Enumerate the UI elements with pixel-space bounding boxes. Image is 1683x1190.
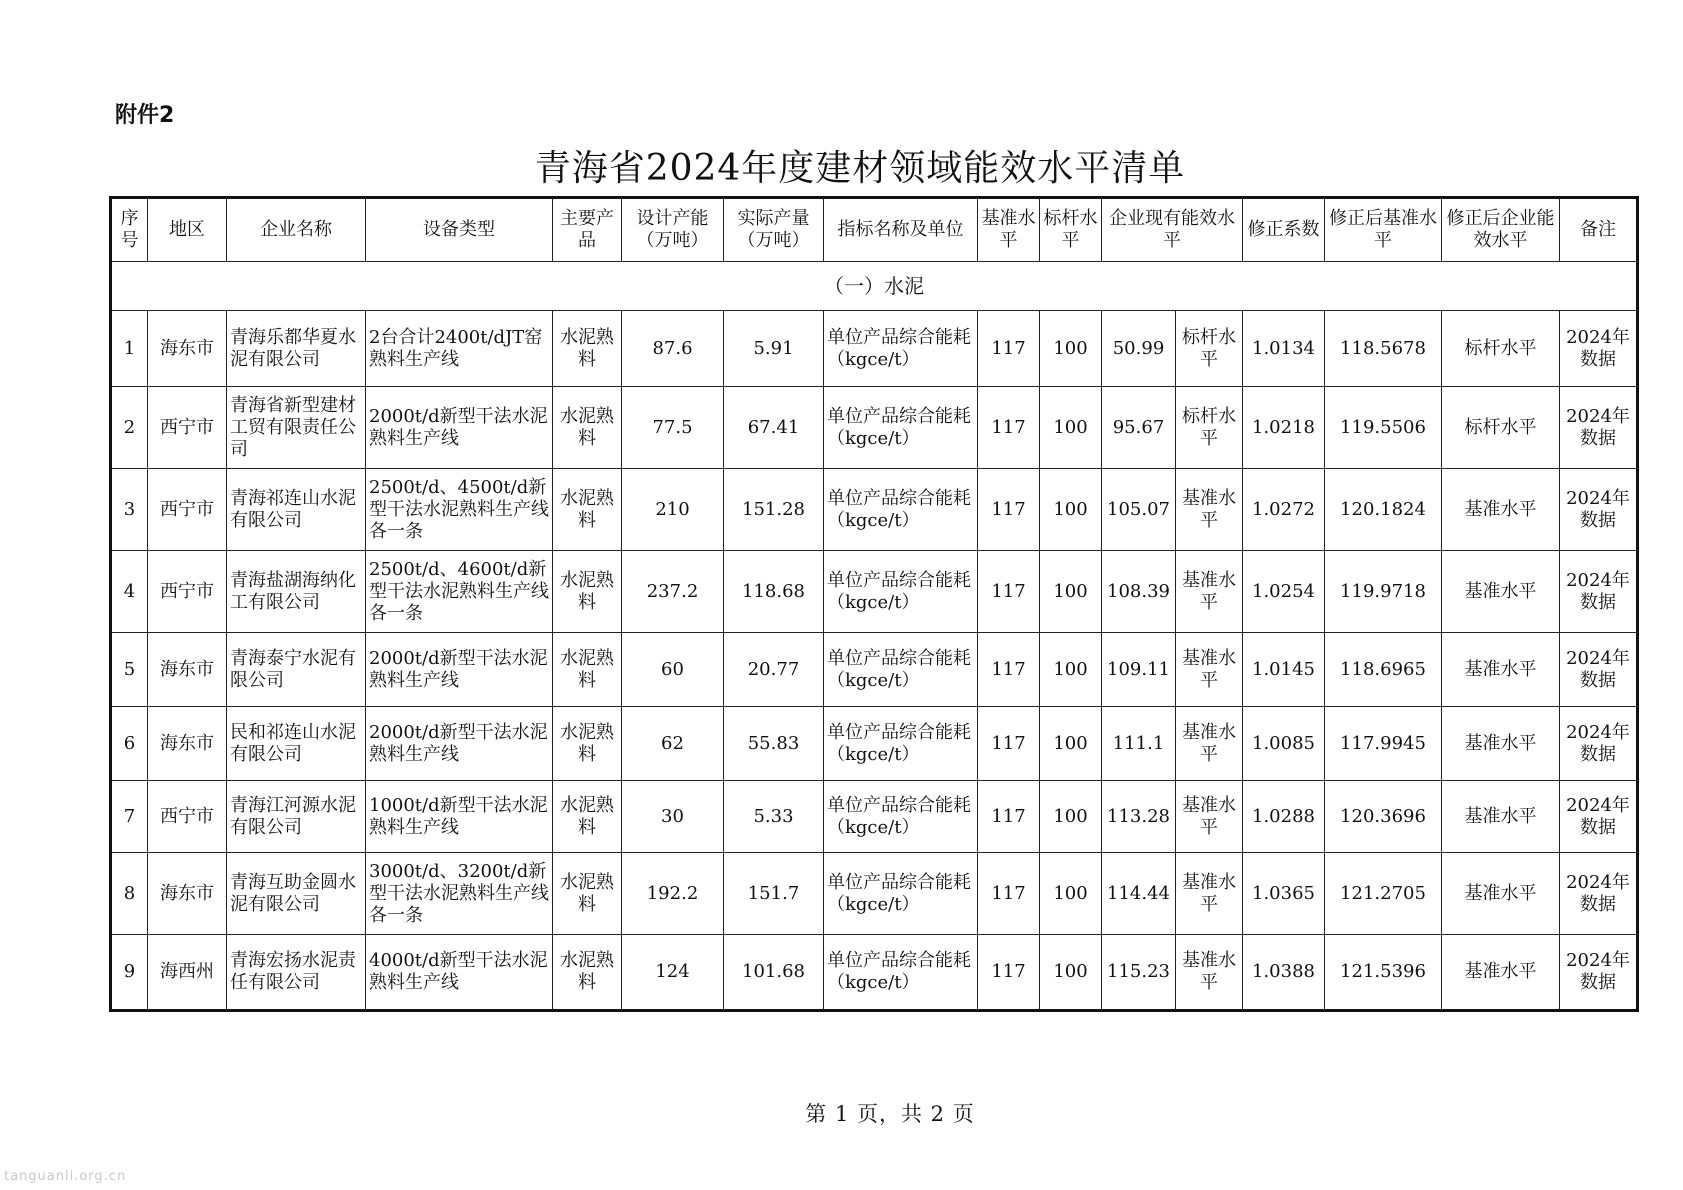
row-company: 青海乐都华夏水泥有限公司 (227, 311, 366, 387)
row-actual-output: 151.7 (724, 853, 824, 935)
row-baseline: 117 (978, 551, 1040, 633)
row-corrected-level: 基准水平 (1442, 853, 1560, 935)
row-baseline: 117 (978, 633, 1040, 707)
row-region: 西宁市 (148, 469, 227, 551)
row-design-capacity: 87.6 (622, 311, 724, 387)
table-row (111, 469, 1638, 551)
col-header-baseline: 基准水平 (978, 198, 1040, 262)
row-design-capacity: 62 (622, 707, 724, 781)
row-design-capacity: 124 (622, 935, 724, 1011)
row-coefficient: 1.0288 (1243, 781, 1325, 853)
row-actual-output: 5.33 (724, 781, 824, 853)
table-row (111, 633, 1638, 707)
row-no: 2 (111, 387, 148, 469)
row-corrected-baseline: 117.9945 (1325, 707, 1442, 781)
row-equipment: 2000t/d新型干法水泥熟料生产线 (366, 707, 553, 781)
row-efficiency-value: 114.44 (1102, 853, 1176, 935)
row-product: 水泥熟料 (553, 853, 622, 935)
row-company: 民和祁连山水泥有限公司 (227, 707, 366, 781)
row-equipment: 2000t/d新型干法水泥熟料生产线 (366, 633, 553, 707)
row-equipment: 3000t/d、3200t/d新型干法水泥熟料生产线各一条 (366, 853, 553, 935)
row-coefficient: 1.0134 (1243, 311, 1325, 387)
row-company: 青海省新型建材工贸有限责任公司 (227, 387, 366, 469)
row-product: 水泥熟料 (553, 935, 622, 1011)
row-company: 青海祁连山水泥有限公司 (227, 469, 366, 551)
row-baseline: 117 (978, 935, 1040, 1011)
col-header-region: 地区 (148, 198, 227, 262)
col-header-company: 企业名称 (227, 198, 366, 262)
row-indicator: 单位产品综合能耗（kgce/t） (824, 707, 978, 781)
row-efficiency-level: 标杆水平 (1176, 387, 1243, 469)
row-region: 西宁市 (148, 551, 227, 633)
col-header-corrected-baseline: 修正后基准水平 (1325, 198, 1442, 262)
row-equipment: 2500t/d、4600t/d新型干法水泥熟料生产线各一条 (366, 551, 553, 633)
row-product: 水泥熟料 (553, 551, 622, 633)
row-efficiency-value: 108.39 (1102, 551, 1176, 633)
row-note: 2024年数据 (1560, 853, 1638, 935)
row-equipment: 4000t/d新型干法水泥熟料生产线 (366, 935, 553, 1011)
row-efficiency-value: 105.07 (1102, 469, 1176, 551)
row-equipment: 2000t/d新型干法水泥熟料生产线 (366, 387, 553, 469)
row-product: 水泥熟料 (553, 707, 622, 781)
row-benchmark: 100 (1040, 935, 1102, 1011)
col-header-design-capacity: 设计产能（万吨） (622, 198, 724, 262)
row-coefficient: 1.0388 (1243, 935, 1325, 1011)
table-row (111, 935, 1638, 1011)
row-company: 青海盐湖海纳化工有限公司 (227, 551, 366, 633)
row-coefficient: 1.0272 (1243, 469, 1325, 551)
row-region: 海东市 (148, 707, 227, 781)
row-coefficient: 1.0254 (1243, 551, 1325, 633)
header-row (111, 198, 1638, 262)
row-note: 2024年数据 (1560, 781, 1638, 853)
col-header-indicator: 指标名称及单位 (824, 198, 978, 262)
row-corrected-level: 基准水平 (1442, 935, 1560, 1011)
row-efficiency-level: 基准水平 (1176, 633, 1243, 707)
row-no: 8 (111, 853, 148, 935)
row-corrected-baseline: 120.1824 (1325, 469, 1442, 551)
row-no: 4 (111, 551, 148, 633)
row-product: 水泥熟料 (553, 387, 622, 469)
row-note: 2024年数据 (1560, 935, 1638, 1011)
document-title: 青海省2024年度建材领域能效水平清单 (534, 148, 1186, 189)
attachment-label: 附件2 (115, 103, 175, 128)
row-design-capacity: 237.2 (622, 551, 724, 633)
row-no: 9 (111, 935, 148, 1011)
row-baseline: 117 (978, 311, 1040, 387)
row-actual-output: 55.83 (724, 707, 824, 781)
row-coefficient: 1.0145 (1243, 633, 1325, 707)
row-note: 2024年数据 (1560, 707, 1638, 781)
table-row (111, 551, 1638, 633)
row-corrected-baseline: 120.3696 (1325, 781, 1442, 853)
row-efficiency-level: 基准水平 (1176, 935, 1243, 1011)
row-design-capacity: 30 (622, 781, 724, 853)
row-no: 5 (111, 633, 148, 707)
row-region: 海东市 (148, 311, 227, 387)
col-header-corrected-level: 修正后企业能效水平 (1442, 198, 1560, 262)
row-note: 2024年数据 (1560, 311, 1638, 387)
row-efficiency-value: 50.99 (1102, 311, 1176, 387)
row-baseline: 117 (978, 387, 1040, 469)
row-region: 海西州 (148, 935, 227, 1011)
row-equipment: 2台合计2400t/dJT窑熟料生产线 (366, 311, 553, 387)
row-benchmark: 100 (1040, 707, 1102, 781)
row-no: 1 (111, 311, 148, 387)
row-corrected-baseline: 119.9718 (1325, 551, 1442, 633)
row-efficiency-level: 基准水平 (1176, 707, 1243, 781)
row-benchmark: 100 (1040, 311, 1102, 387)
row-corrected-level: 基准水平 (1442, 707, 1560, 781)
row-region: 海东市 (148, 853, 227, 935)
row-indicator: 单位产品综合能耗（kgce/t） (824, 551, 978, 633)
row-indicator: 单位产品综合能耗（kgce/t） (824, 853, 978, 935)
row-note: 2024年数据 (1560, 633, 1638, 707)
row-benchmark: 100 (1040, 633, 1102, 707)
row-design-capacity: 77.5 (622, 387, 724, 469)
row-no: 7 (111, 781, 148, 853)
row-corrected-level: 标杆水平 (1442, 387, 1560, 469)
table-row (111, 387, 1638, 469)
table-row (111, 853, 1638, 935)
col-header-current-efficiency: 企业现有能效水平 (1102, 198, 1243, 262)
row-efficiency-value: 111.1 (1102, 707, 1176, 781)
row-design-capacity: 210 (622, 469, 724, 551)
row-efficiency-value: 115.23 (1102, 935, 1176, 1011)
col-header-note: 备注 (1560, 198, 1638, 262)
row-corrected-baseline: 121.5396 (1325, 935, 1442, 1011)
row-product: 水泥熟料 (553, 469, 622, 551)
row-corrected-baseline: 118.5678 (1325, 311, 1442, 387)
row-benchmark: 100 (1040, 469, 1102, 551)
col-header-no: 序号 (111, 198, 148, 262)
watermark: tanguanli.org.cn (4, 1169, 127, 1184)
row-company: 青海江河源水泥有限公司 (227, 781, 366, 853)
row-actual-output: 5.91 (724, 311, 824, 387)
row-note: 2024年数据 (1560, 469, 1638, 551)
row-efficiency-level: 基准水平 (1176, 781, 1243, 853)
row-coefficient: 1.0218 (1243, 387, 1325, 469)
row-design-capacity: 192.2 (622, 853, 724, 935)
row-coefficient: 1.0365 (1243, 853, 1325, 935)
row-corrected-baseline: 119.5506 (1325, 387, 1442, 469)
row-note: 2024年数据 (1560, 387, 1638, 469)
row-region: 西宁市 (148, 387, 227, 469)
row-company: 青海互助金圆水泥有限公司 (227, 853, 366, 935)
row-coefficient: 1.0085 (1243, 707, 1325, 781)
row-indicator: 单位产品综合能耗（kgce/t） (824, 781, 978, 853)
col-header-actual-output: 实际产量（万吨） (724, 198, 824, 262)
row-benchmark: 100 (1040, 781, 1102, 853)
col-header-equipment: 设备类型 (366, 198, 553, 262)
table-row (111, 707, 1638, 781)
row-efficiency-level: 基准水平 (1176, 853, 1243, 935)
row-region: 西宁市 (148, 781, 227, 853)
col-header-benchmark: 标杆水平 (1040, 198, 1102, 262)
row-indicator: 单位产品综合能耗（kgce/t） (824, 311, 978, 387)
section-row (111, 262, 1638, 311)
row-efficiency-level: 基准水平 (1176, 551, 1243, 633)
row-product: 水泥熟料 (553, 633, 622, 707)
row-baseline: 117 (978, 707, 1040, 781)
section-title: （一）水泥 (111, 262, 1638, 311)
row-efficiency-level: 标杆水平 (1176, 311, 1243, 387)
row-indicator: 单位产品综合能耗（kgce/t） (824, 633, 978, 707)
row-company: 青海泰宁水泥有限公司 (227, 633, 366, 707)
col-header-coefficient: 修正系数 (1243, 198, 1325, 262)
row-design-capacity: 60 (622, 633, 724, 707)
row-product: 水泥熟料 (553, 781, 622, 853)
row-benchmark: 100 (1040, 387, 1102, 469)
row-benchmark: 100 (1040, 853, 1102, 935)
efficiency-table (109, 196, 1639, 1012)
row-no: 6 (111, 707, 148, 781)
row-baseline: 117 (978, 853, 1040, 935)
row-baseline: 117 (978, 469, 1040, 551)
row-efficiency-value: 109.11 (1102, 633, 1176, 707)
row-actual-output: 20.77 (724, 633, 824, 707)
row-equipment: 1000t/d新型干法水泥熟料生产线 (366, 781, 553, 853)
row-corrected-baseline: 118.6965 (1325, 633, 1442, 707)
row-company: 青海宏扬水泥责任有限公司 (227, 935, 366, 1011)
row-equipment: 2500t/d、4500t/d新型干法水泥熟料生产线各一条 (366, 469, 553, 551)
table-row (111, 311, 1638, 387)
row-corrected-level: 基准水平 (1442, 551, 1560, 633)
row-corrected-level: 基准水平 (1442, 633, 1560, 707)
row-product: 水泥熟料 (553, 311, 622, 387)
row-actual-output: 118.68 (724, 551, 824, 633)
col-header-product: 主要产品 (553, 198, 622, 262)
row-no: 3 (111, 469, 148, 551)
row-efficiency-value: 113.28 (1102, 781, 1176, 853)
row-corrected-level: 基准水平 (1442, 469, 1560, 551)
table-row (111, 781, 1638, 853)
row-efficiency-value: 95.67 (1102, 387, 1176, 469)
row-corrected-level: 标杆水平 (1442, 311, 1560, 387)
row-region: 海东市 (148, 633, 227, 707)
row-note: 2024年数据 (1560, 551, 1638, 633)
row-benchmark: 100 (1040, 551, 1102, 633)
row-actual-output: 101.68 (724, 935, 824, 1011)
row-corrected-baseline: 121.2705 (1325, 853, 1442, 935)
row-indicator: 单位产品综合能耗（kgce/t） (824, 387, 978, 469)
row-baseline: 117 (978, 781, 1040, 853)
row-actual-output: 151.28 (724, 469, 824, 551)
row-indicator: 单位产品综合能耗（kgce/t） (824, 935, 978, 1011)
row-efficiency-level: 基准水平 (1176, 469, 1243, 551)
page-footer: 第 1 页，共 2 页 (805, 1102, 975, 1126)
row-indicator: 单位产品综合能耗（kgce/t） (824, 469, 978, 551)
row-actual-output: 67.41 (724, 387, 824, 469)
row-corrected-level: 基准水平 (1442, 781, 1560, 853)
